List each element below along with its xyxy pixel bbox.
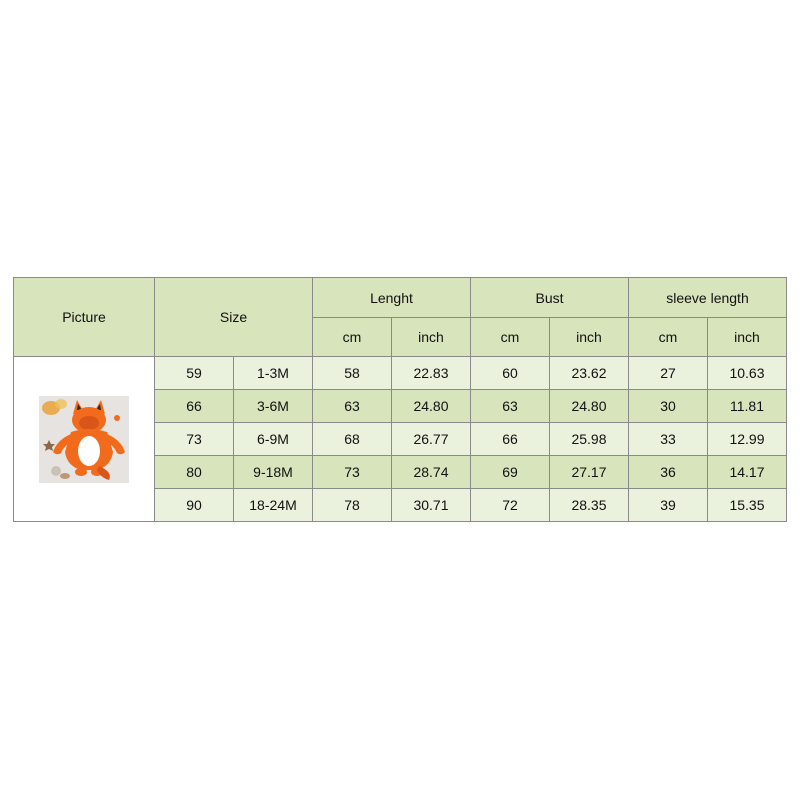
bust-inch-cell: 28.35 (550, 489, 629, 522)
product-image (39, 396, 129, 483)
age-cell: 6-9M (234, 423, 313, 456)
length-cm-cell: 58 (313, 357, 392, 390)
product-picture-cell (14, 357, 155, 522)
subheader-bust-cm: cm (471, 318, 550, 357)
age-cell: 1-3M (234, 357, 313, 390)
size-chart-table (13, 277, 787, 522)
subheader-length-cm: cm (313, 318, 392, 357)
sleeve-inch-cell: 15.35 (708, 489, 787, 522)
length-inch-cell: 26.77 (392, 423, 471, 456)
subheader-sleeve-inch: inch (708, 318, 787, 357)
bust-inch-cell: 24.80 (550, 390, 629, 423)
size-cm-cell: 59 (155, 357, 234, 390)
header-sleeve-length: sleeve length (629, 278, 787, 318)
size-cm-cell: 66 (155, 390, 234, 423)
header-bust: Bust (471, 278, 629, 318)
bust-inch-cell: 25.98 (550, 423, 629, 456)
sleeve-inch-cell: 10.63 (708, 357, 787, 390)
subheader-sleeve-cm: cm (629, 318, 708, 357)
sleeve-inch-cell: 11.81 (708, 390, 787, 423)
header-length: Lenght (313, 278, 471, 318)
age-cell: 18-24M (234, 489, 313, 522)
bust-inch-cell: 27.17 (550, 456, 629, 489)
bust-cm-cell: 63 (471, 390, 550, 423)
header-picture: Picture (14, 278, 155, 357)
bust-inch-cell: 23.62 (550, 357, 629, 390)
size-cm-cell: 90 (155, 489, 234, 522)
sleeve-cm-cell: 27 (629, 357, 708, 390)
sleeve-cm-cell: 39 (629, 489, 708, 522)
length-cm-cell: 63 (313, 390, 392, 423)
sleeve-inch-cell: 14.17 (708, 456, 787, 489)
age-cell: 9-18M (234, 456, 313, 489)
length-cm-cell: 68 (313, 423, 392, 456)
length-cm-cell: 78 (313, 489, 392, 522)
sleeve-inch-cell: 12.99 (708, 423, 787, 456)
sleeve-cm-cell: 30 (629, 390, 708, 423)
sleeve-cm-cell: 36 (629, 456, 708, 489)
length-inch-cell: 30.71 (392, 489, 471, 522)
header-size: Size (155, 278, 313, 357)
bust-cm-cell: 60 (471, 357, 550, 390)
length-inch-cell: 24.80 (392, 390, 471, 423)
length-cm-cell: 73 (313, 456, 392, 489)
age-cell: 3-6M (234, 390, 313, 423)
size-cm-cell: 80 (155, 456, 234, 489)
subheader-bust-inch: inch (550, 318, 629, 357)
length-inch-cell: 22.83 (392, 357, 471, 390)
bust-cm-cell: 66 (471, 423, 550, 456)
length-inch-cell: 28.74 (392, 456, 471, 489)
sleeve-cm-cell: 33 (629, 423, 708, 456)
table-row (14, 357, 787, 390)
size-cm-cell: 73 (155, 423, 234, 456)
subheader-length-inch: inch (392, 318, 471, 357)
bust-cm-cell: 72 (471, 489, 550, 522)
bust-cm-cell: 69 (471, 456, 550, 489)
